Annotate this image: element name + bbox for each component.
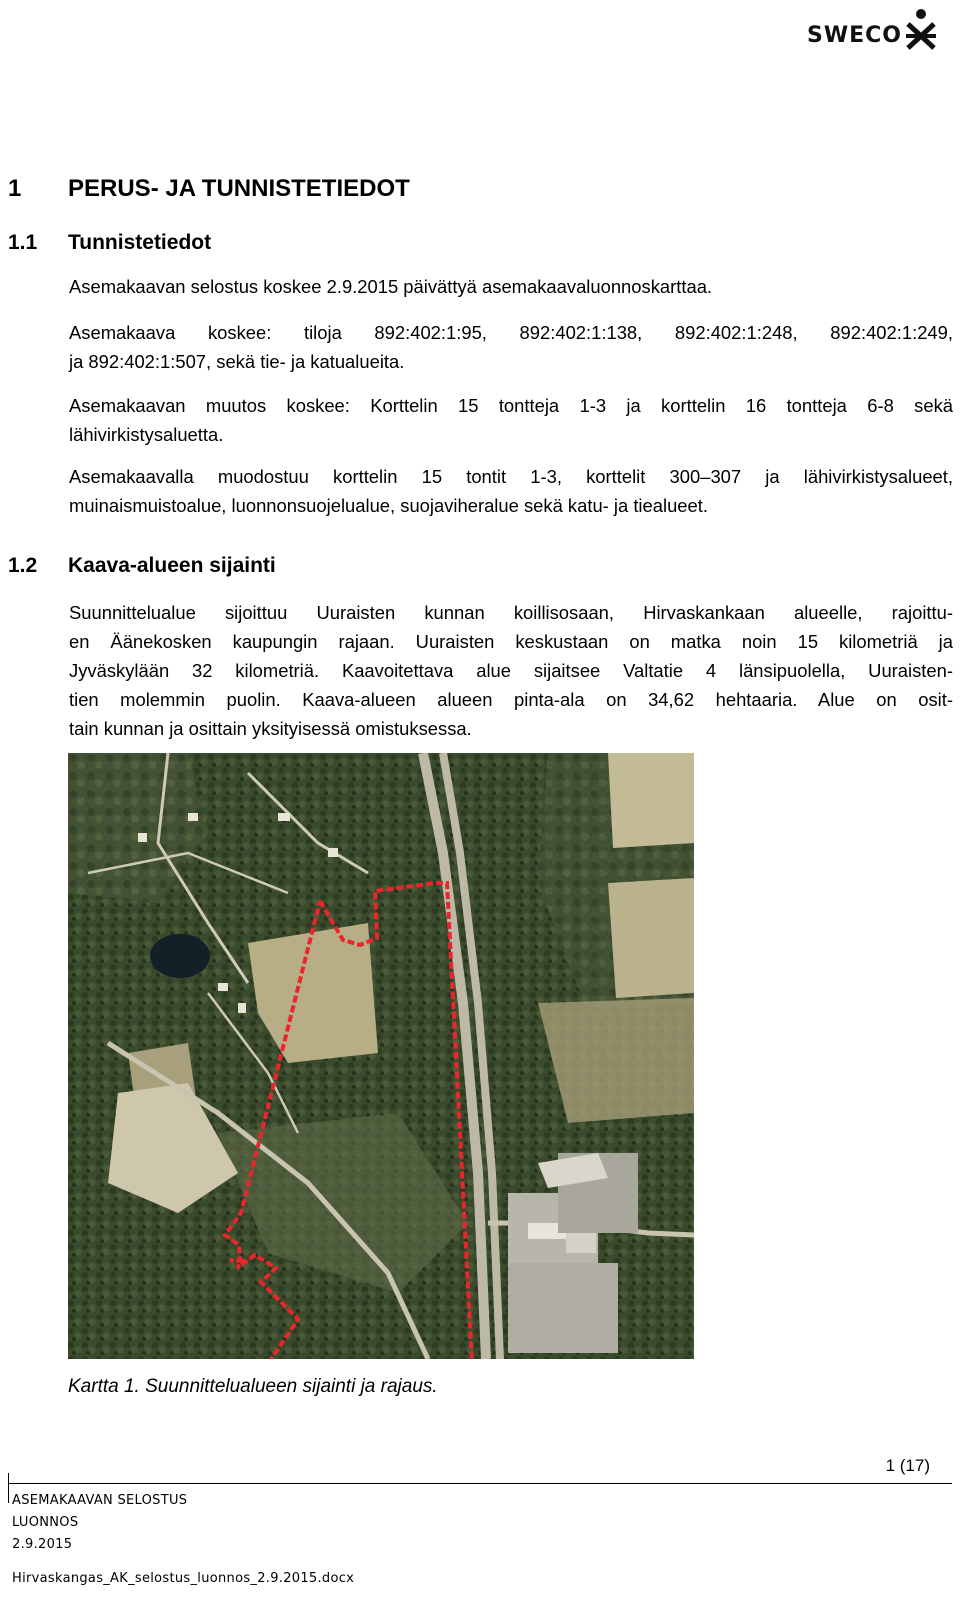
section-1-1-heading — [8, 231, 211, 255]
footer-date: 2.9.2015 — [12, 1537, 73, 1552]
section-title: Tunnistetiedot — [68, 231, 212, 254]
footer-filename: Hirvaskangas_AK_selostus_luonnos_2.9.2015.docx — [12, 1571, 355, 1586]
aerial-map — [68, 753, 694, 1359]
paragraph — [69, 462, 953, 520]
paragraph-line: Suunnittelualue sijoittuu Uuraisten kunnan koillisosaan, Hirvaskankaan alueelle, rajoittu- — [69, 602, 953, 623]
sweco-symbol-icon — [904, 8, 938, 50]
paragraph-line: ja 892:402:1:507, sekä tie- ja katualueita. — [69, 351, 405, 372]
section-1-2-heading — [8, 554, 276, 578]
footer-rule — [8, 1483, 952, 1484]
section-title: PERUS- JA TUNNISTETIEDOT — [68, 175, 410, 202]
paragraph — [69, 391, 953, 449]
section-title: Kaava-alueen sijainti — [68, 554, 276, 577]
footer-rule-tick — [8, 1473, 9, 1503]
paragraph-line: lähivirkistysaluetta. — [69, 424, 224, 445]
paragraph-line: tain kunnan ja osittain yksityisessä omistuksessa. — [69, 718, 472, 739]
page-number: 1 (17) — [885, 1456, 930, 1475]
sweco-logo — [807, 8, 938, 50]
footer-status: LUONNOS — [12, 1515, 79, 1530]
section-number: 1.1 — [8, 231, 38, 254]
paragraph-line: en Äänekosken kaupungin rajaan. Uuraisten keskustaan on matka noin 15 kilometriä ja — [69, 631, 953, 652]
paragraph-line: Jyväskylään 32 kilometriä. Kaavoitettava alue sijaitsee Valtatie 4 länsipuolella, Uuraisten- — [69, 660, 953, 681]
paragraph-line: Asemakaavalla muodostuu korttelin 15 tontit 1-3, korttelit 300–307 ja lähivirkistysalueet, — [69, 466, 953, 487]
section-number: 1 — [8, 175, 22, 202]
paragraph-line: tien molemmin puolin. Kaava-alueen alueen pinta-ala on 34,62 hehtaaria. Alue on osit- — [69, 689, 953, 710]
logo-text: SWECO — [807, 23, 902, 48]
paragraph-line: Asemakaavan muutos koskee: Korttelin 15 tontteja 1-3 ja korttelin 16 tontteja 6-8 sekä — [69, 395, 953, 416]
footer-doc-type: ASEMAKAAVAN SELOSTUS — [12, 1493, 188, 1508]
section-number: 1.2 — [8, 554, 38, 577]
paragraph — [69, 598, 953, 743]
map-caption: Kartta 1. Suunnittelualueen sijainti ja rajaus. — [68, 1376, 438, 1397]
paragraph — [69, 318, 953, 376]
paragraph: Asemakaavan selostus koskee 2.9.2015 päivättyä asemakaavaluonnoskarttaa. — [69, 276, 713, 297]
section-1-heading — [8, 175, 410, 203]
paragraph-line: Asemakaava koskee: tiloja 892:402:1:95, 892:402:1:138, 892:402:1:248, 892:402:1:249, — [69, 322, 953, 343]
paragraph-line: muinaismuistoalue, luonnonsuojelualue, suojaviheralue sekä katu- ja tiealueet. — [69, 495, 708, 516]
